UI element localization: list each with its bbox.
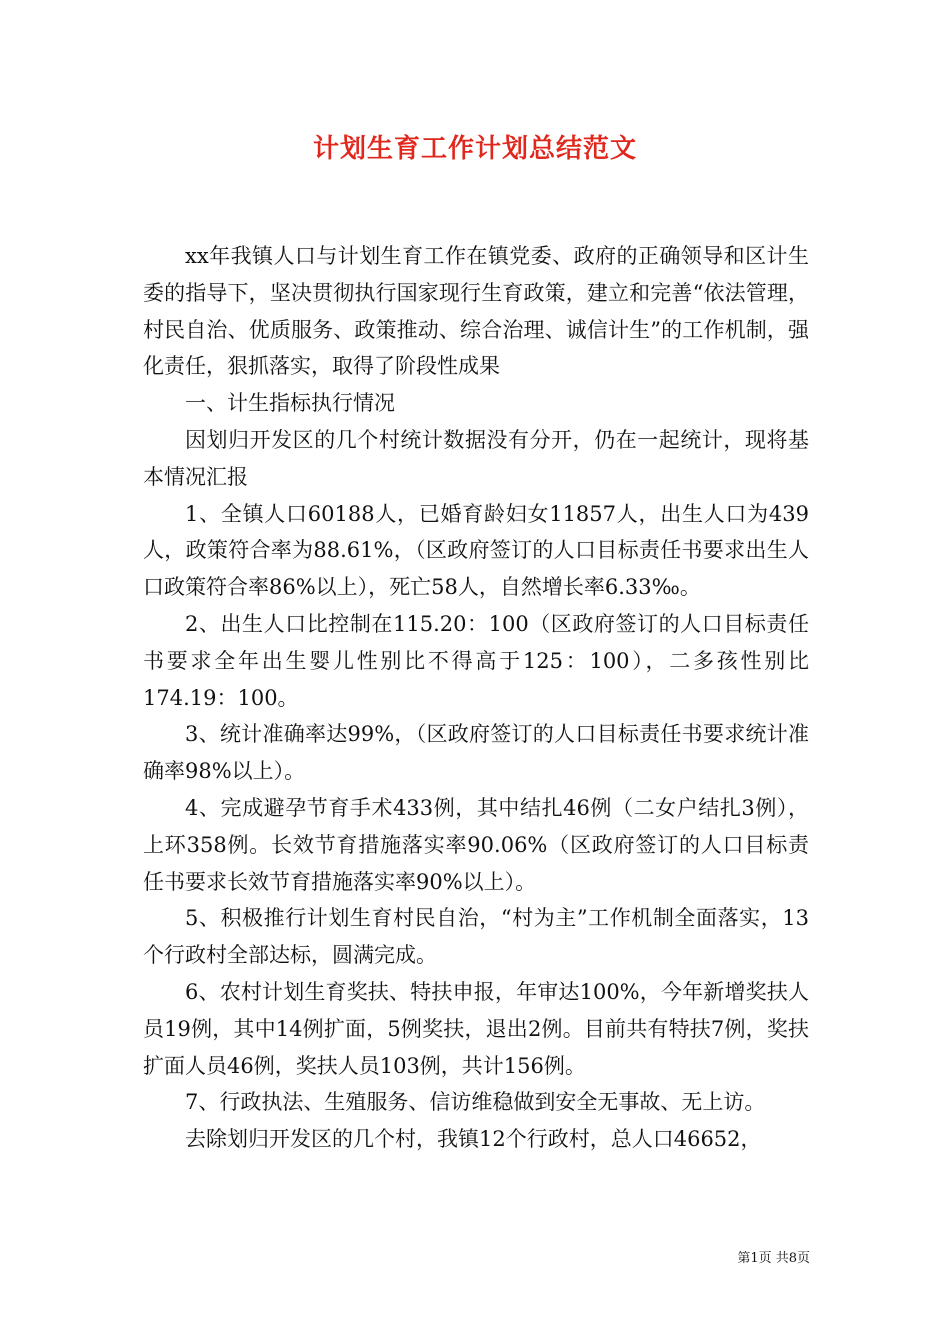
paragraph: 5、积极推行计划生育村民自治，“村为主”工作机制全面落实，13个行政村全部达标，圆满完成。 (143, 906, 809, 968)
paragraph: 4、完成避孕节育手术433例，其中结扎46例（二女户结扎3例），上环358例。长效节育措施落实率90.06%（区政府签订的人口目标责任书要求长效节育措施落实率90%以上）。 (143, 795, 809, 894)
paragraph: xx年我镇人口与计划生育工作在镇党委、政府的正确领导和区计生委的指导下，坚决贯彻执行国家现行生育政策，建立和完善“依法管理，村民自治、优质服务、政策推动、综合治理、诚信计生”的工作机制，强化责任，狠抓落实，取得了阶段性成果 (143, 244, 809, 379)
section-heading: 一、计生指标执行情况 (185, 391, 395, 416)
document-body (143, 238, 809, 1158)
page-number-footer: 第1页 共8页 (737, 1251, 810, 1266)
document-title: 计划生育工作计划总结范文 (312, 134, 637, 164)
paragraph: 7、行政执法、生殖服务、信访维稳做到安全无事故、无上访。 (185, 1090, 766, 1115)
paragraph: 去除划归开发区的几个村，我镇12个行政村，总人口46652， (185, 1127, 762, 1152)
paragraph: 因划归开发区的几个村统计数据没有分开，仍在一起统计，现将基本情况汇报 (143, 427, 809, 489)
paragraph: 6、农村计划生育奖扶、特扶申报，年审达100%，今年新增奖扶人员19例，其中14例扩面，5例奖扶，退出2例。目前共有特扶7例，奖扶扩面人员46例，奖扶人员103例，共计156例。 (143, 979, 809, 1078)
paragraph: 3、统计准确率达99%，（区政府签订的人口目标责任书要求统计准确率98%以上）。 (143, 722, 809, 784)
paragraph: 1、全镇人口60188人，已婚育龄妇女11857人，出生人口为439人，政策符合率为88.61%，（区政府签订的人口目标责任书要求出生人口政策符合率86%以上），死亡58人，自然增长率6.33‰。 (143, 501, 809, 600)
paragraph: 2、出生人口比控制在115.20：100（区政府签订的人口目标责任书要求全年出生婴儿性别比不得高于125：100），二多孩性别比174.19：100。 (143, 611, 809, 710)
